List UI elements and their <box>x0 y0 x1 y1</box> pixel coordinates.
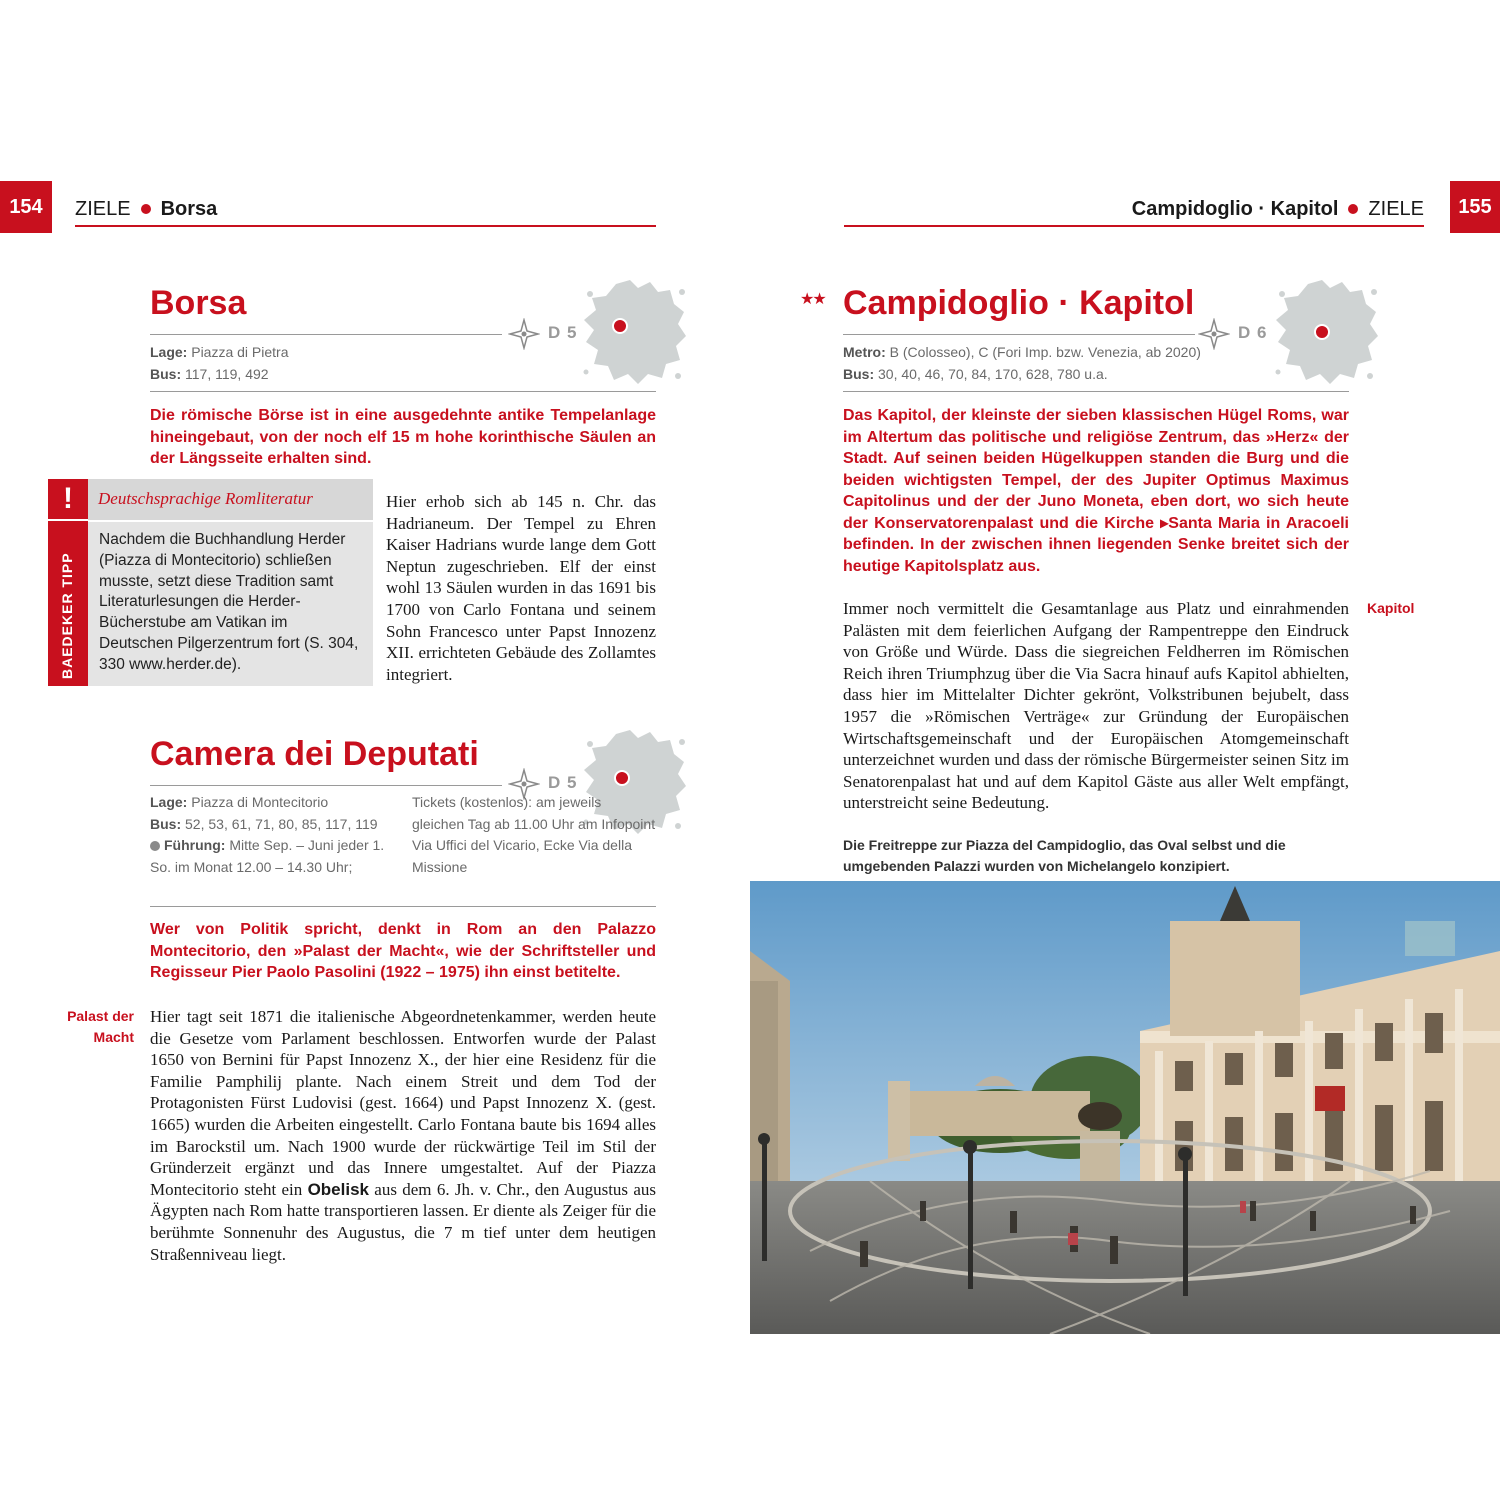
bus-label: Bus: <box>150 815 182 832</box>
obelisk-term: Obelisk <box>307 1179 369 1199</box>
header-section: ZIELE <box>75 198 131 220</box>
title-rule <box>150 785 502 786</box>
map-grid-ref: D 5 <box>548 773 578 792</box>
page-number-left: 154 <box>0 181 52 233</box>
city-map-locator-icon <box>1270 276 1382 388</box>
bus-value: 30, 40, 46, 70, 84, 170, 628, 780 u.a. <box>878 365 1108 382</box>
section-title-campidoglio: Campidoglio · Kapitol <box>843 284 1195 322</box>
map-grid-ref: D 5 <box>548 323 578 342</box>
star-rating: ★★ <box>800 289 825 308</box>
lage-value: Piazza di Montecitorio <box>191 794 329 810</box>
bus-label: Bus: <box>843 365 875 382</box>
photo-caption: Die Freitreppe zur Piazza del Campidoglio, das Oval selbst und die umgebenden Palazzi wurden von Michelangelo konzipiert. <box>843 837 1286 874</box>
running-header-right <box>844 197 1424 221</box>
page-number-right: 155 <box>1450 181 1500 233</box>
metro-value: B (Colosseo), C (Fori Imp. bzw. Venezia, ab 2020) <box>889 344 1201 360</box>
camera-body-part1: Hier tagt seit 1871 die italienische Abgeordnetenkammer, werden heute die Gesetze vom Parlament beschlossen. Entworfen wurde der Palast 1650 von Bernini für Papst Innozenz X., der hier eine Residenz für die Familie Pamphilij plante. Nach einem Streit und dem Tod der Protagonisten Fürst Ludovisi (gest. 1664) und Papst Innozenz X. (gest. 1665) wurden die Arbeiten eingestellt. Carlo Fontana baute bis 1694 alles im Barockstil um. Nach 1900 wurde der rückwärtige Teil im Stil der Gründerzeit ergänzt und das Innere umgestaltet. Auf der Piazza Montecitorio steht ein <box>150 1007 656 1199</box>
bus-value: 117, 119, 492 <box>185 365 269 382</box>
lage-label: Lage: <box>150 344 188 360</box>
header-rule-right <box>844 225 1424 227</box>
city-map-locator-icon <box>578 276 690 388</box>
header-rule-left <box>75 225 656 227</box>
title-rule <box>843 334 1195 335</box>
section-title-camera: Camera dei Deputati <box>150 735 479 773</box>
bus-label: Bus: <box>150 365 182 382</box>
margin-note-palast: Palast der Macht <box>67 1008 134 1045</box>
info-rule <box>843 391 1349 392</box>
lead-part1: Das Kapitol, der kleinste der sieben klassischen Hügel Roms, war im Altertum das politische und religiöse Zentrum, das »Herz« der Stadt. Auf seinen beiden Hügelkuppen standen die Burg und die beiden wichtigsten Tempel, der des Jupiter Optimus Maximus Capitolinus und der der Juno Moneta, eben dort, wo sich heute der Konservatorenpalast und die Kirche <box>843 407 1349 532</box>
header-title: Campidoglio · Kapitol <box>1131 198 1339 220</box>
tip-label: BAEDEKER TIPP <box>59 552 75 679</box>
camera-body <box>150 1006 656 1265</box>
tip-title: Deutschsprachige Romliteratur <box>98 489 313 508</box>
title-rule <box>150 334 502 335</box>
running-header-left <box>75 197 217 221</box>
info-icon <box>150 841 160 851</box>
header-title: Borsa <box>160 198 218 220</box>
campidoglio-lead <box>843 405 1349 577</box>
campidoglio-photo <box>750 881 1500 1334</box>
section-title-borsa: Borsa <box>150 284 247 322</box>
info-rule <box>150 391 656 392</box>
lage-value: Piazza di Pietra <box>191 344 289 360</box>
info-rule <box>150 906 656 907</box>
camera-body-part2: aus dem 6. Jh. v. Chr., den Augustus aus Ägypten nach Rom hatte transportieren lassen. Er diente als Zeiger für die berühmte Sonnenuhr des Augustus, die 7 m tief unter dem heutigen Straßenniveau liegt. <box>150 1179 656 1264</box>
baedeker-tip-sidebar <box>48 479 88 686</box>
compass-icon <box>508 318 540 350</box>
camera-lead: Wer von Politik spricht, denkt in Rom an den Palazzo Montecitorio, den »Palast der Macht«, wie der Schriftsteller und Regisseur Pier Paolo Pasolini (1922 – 1975) ihn einst betitelte. <box>150 921 656 981</box>
borsa-body: Hier erhob sich ab 145 n. Chr. das Hadrianeum. Der Tempel zu Ehren Kaiser Hadrians wurde lange dem Gott Neptun zugeschrieben. Elf der einst wohl 13 Säulen wurden in das 1691 bis 1700 von Carlo Fontana und seinem Sohn Francesco unter Papst Innozenz XII. errichteten Gebäude des Zollamtes integriert. <box>386 492 656 684</box>
lage-label: Lage: <box>150 794 188 810</box>
arrow-icon: ▸ <box>1160 514 1169 532</box>
bullet-dot-icon <box>1348 204 1358 214</box>
camera-info-left <box>150 792 390 878</box>
fuehrung-value: Mitte Sep. – Juni jeder 1. So. im Monat 12.00 – 14.30 Uhr; <box>150 837 385 875</box>
bus-value: 52, 53, 61, 71, 80, 85, 117, 119 <box>185 815 378 832</box>
campidoglio-body: Immer noch vermittelt die Gesamtanlage aus Platz und einrahmenden Palästen mit dem feierlichen Aufgang der Rampentreppe den Eindruck von Größe und Würde. Dass die siegreichen Feldherren im Römischen Reich ihren Triumphzug über die Via Sacra hinauf aufs Kapitol abhielten, dass hier im Mittelalter Dichter gekrönt, Volkstribunen bejubelt, dass 1957 die »Römischen Verträge« zur Gründung der Europäischen Wirtschaftsgemeinschaft und der Europäischen Atomgemeinschaft unterzeichnet wurden und dass der römische Bürgermeister seinen Sitz im Senatorenpalast hat und auf dem Kapitol Gäste aus aller Welt empfängt, unterstreicht seine Bedeutung. <box>843 599 1349 813</box>
bullet-dot-icon <box>141 204 151 214</box>
campidoglio-info <box>843 342 1243 385</box>
header-section: ZIELE <box>1368 198 1424 220</box>
fuehrung-label: Führung: <box>164 837 226 853</box>
map-grid-ref: D 6 <box>1238 323 1268 342</box>
metro-label: Metro: <box>843 344 886 360</box>
camera-tickets: Tickets (kostenlos): am jeweils gleichen Tag ab 11.00 Uhr am Infopoint Via Uffici del Vicario, Ecke Via della Missione <box>412 794 656 875</box>
borsa-info <box>150 342 490 385</box>
exclamation-icon: ! <box>63 482 73 515</box>
tip-text: Nachdem die Buchhandlung Herder (Piazza di Montecitorio) schließen musste, setzt diese Tradition samt Literaturlesungen die Herder-Bücherstube am Vatikan im Deutschen Pilgerzentrum fort (S. 304, 330 www.herder.de). <box>99 531 359 673</box>
margin-note-kapitol: Kapitol <box>1367 600 1415 616</box>
baedeker-tip-box <box>88 479 373 686</box>
lead-part2: Santa Maria in Aracoeli befinden. In der zwischen ihnen liegenden Senke breitet sich der heutige Kapitolsplatz aus. <box>843 514 1350 575</box>
borsa-lead: Die römische Börse ist in eine ausgedehnte antike Tempelanlage hineingebaut, von der noch elf 15 m hohe korinthische Säulen an der Längsseite erhalten sind. <box>150 407 656 467</box>
